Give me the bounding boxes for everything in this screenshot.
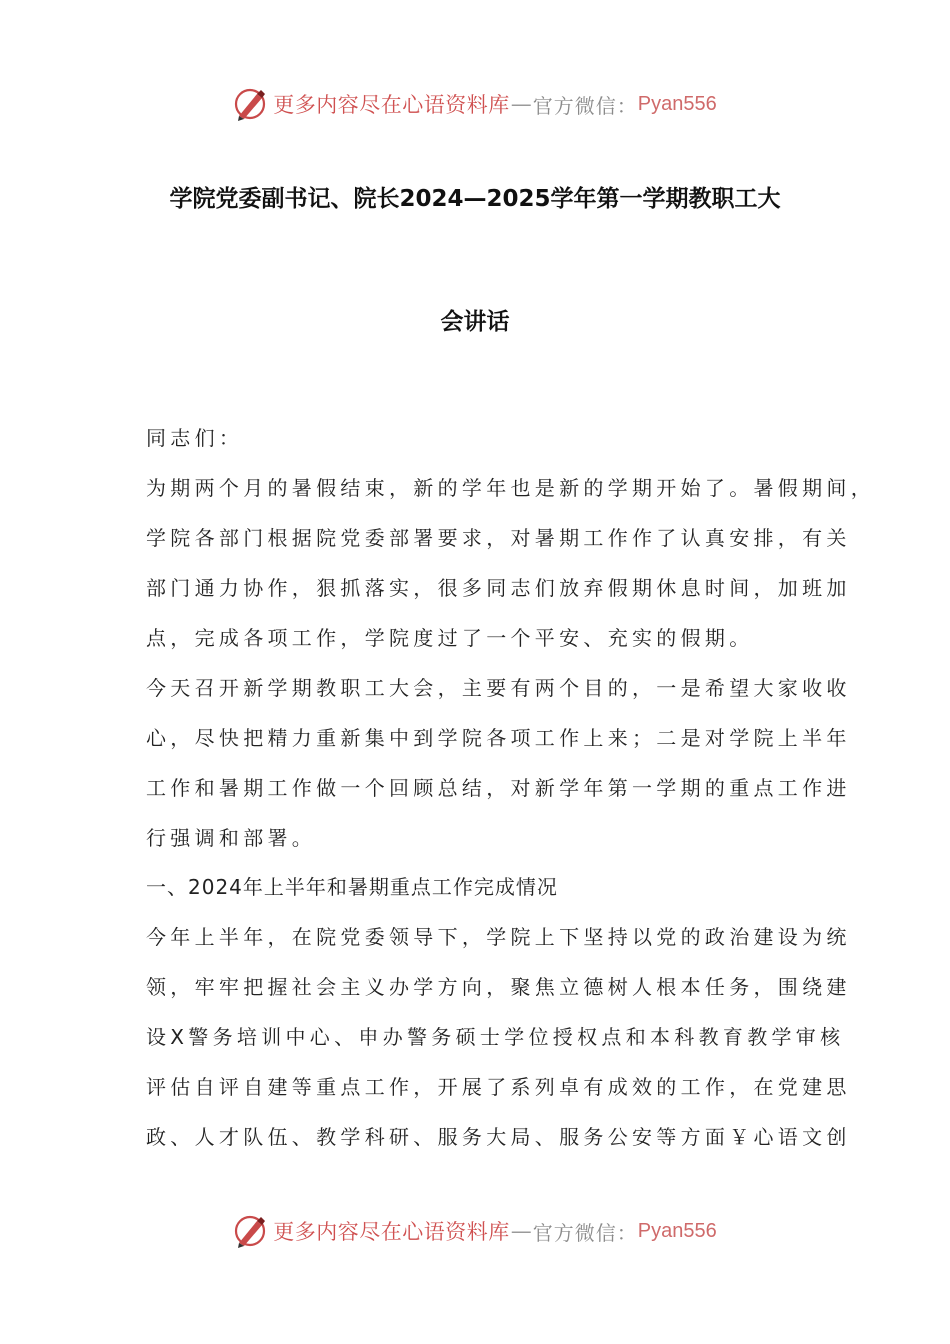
body-line: 评估自评自建等重点工作，开展了系列卓有成效的工作，在党建思 <box>146 1075 851 1099</box>
body-line: 工作和暑期工作做一个回顾总结，对新学年第一学期的重点工作进 <box>146 776 851 800</box>
banner-dash: — <box>510 1219 532 1243</box>
body-line: 部门通力协作，狠抓落实，很多同志们放弃假期休息时间，加班加 <box>146 576 851 600</box>
banner-dash: — <box>510 92 532 116</box>
header-banner <box>0 82 950 126</box>
section-heading-1: 一、2024年上半年和暑期重点工作完成情况 <box>146 875 558 899</box>
banner-official-label: 官方微信： <box>532 93 638 118</box>
document-title-line-2: 会讲话 <box>440 309 510 335</box>
pen-logo-icon <box>233 86 269 122</box>
body-line: 点，完成各项工作，学院度过了一个平安、充实的假期。 <box>146 626 754 650</box>
pen-logo-icon <box>233 1213 269 1249</box>
banner-site-text: 更多内容尽在心语资料库 <box>273 93 510 117</box>
body-line: 今年上半年，在院党委领导下，学院上下坚持以党的政治建设为统 <box>146 925 851 949</box>
footer-banner <box>0 1209 950 1253</box>
body-line: 设X警务培训中心、申办警务硕士学位授权点和本科教育教学审核 <box>146 1025 845 1049</box>
body-line: 今天召开新学期教职工大会，主要有两个目的，一是希望大家收收 <box>146 676 851 700</box>
body-line: 心，尽快把精力重新集中到学院各项工作上来；二是对学院上半年 <box>146 726 851 750</box>
banner-wechat-id: Pyan556 <box>637 1219 717 1242</box>
body-line: 领，牢牢把握社会主义办学方向，聚焦立德树人根本任务，围绕建 <box>146 975 851 999</box>
body-line: 学院各部门根据院党委部署要求，对暑期工作作了认真安排，有关 <box>146 526 851 550</box>
body-line: 行强调和部署。 <box>146 826 317 850</box>
body-line-salutation: 同志们： <box>146 426 244 450</box>
document-title-line-1: 学院党委副书记、院长2024—2025学年第一学期教职工大 <box>169 186 781 212</box>
banner-wechat-id: Pyan556 <box>637 92 717 115</box>
body-line: 政、人才队伍、教学科研、服务大局、服务公安等方面￥心语文创 <box>146 1125 851 1149</box>
body-line: 为期两个月的暑假结束，新的学年也是新的学期开始了。暑假期间， <box>146 476 875 500</box>
banner-official-label: 官方微信： <box>532 1220 638 1245</box>
banner-site-text: 更多内容尽在心语资料库 <box>273 1220 510 1244</box>
